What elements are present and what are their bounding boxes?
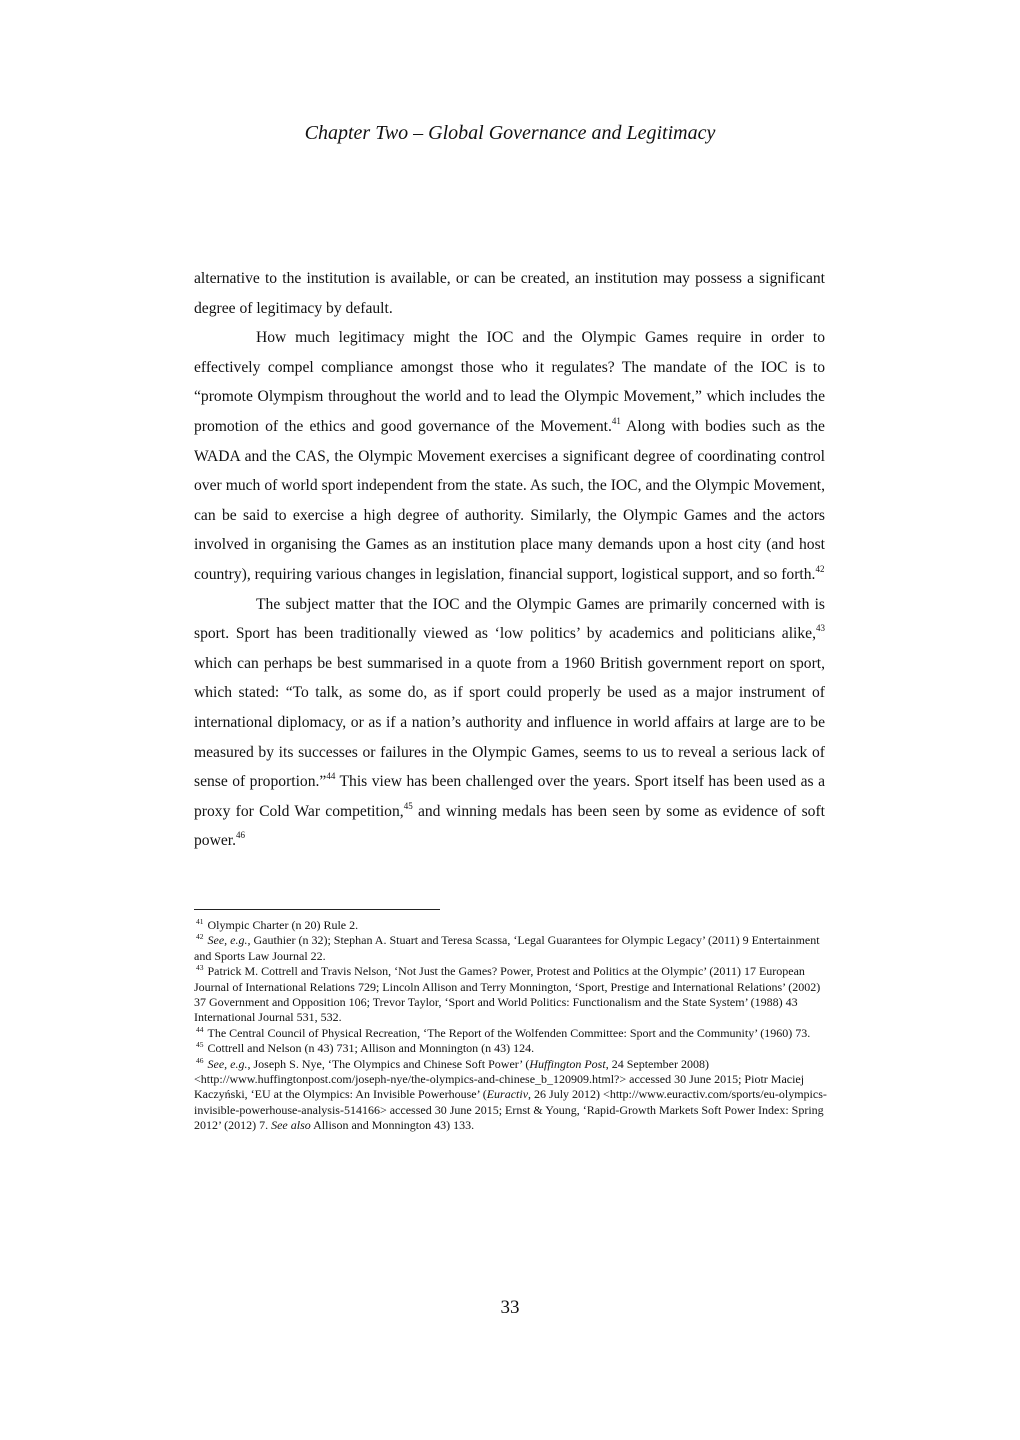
footnote-45 [194,1041,830,1056]
footnote-41 [194,918,830,933]
paragraph-3-text-a: The subject matter that the IOC and the Olympic Games are primarily concerned with is sport. Sport has been traditionally viewed as ‘low politics’ by academics and politicians alike, [194,595,825,643]
footnote-43 [194,964,830,1026]
body-text [194,264,825,856]
footnote-signal: See, e.g., [207,933,251,948]
paragraph-3-text-d: and winning medals has been seen by some as evidence of soft power. [194,802,825,850]
paragraph-1: alternative to the institution is available, or can be created, an institution may possess a significant degree of legitimacy by default. [194,270,825,317]
footnote-ref-41[interactable]: 41 [611,415,621,426]
footnote-text: The Central Council of Physical Recreation, ‘The Report of the Wolfenden Committee: Sport and the Community’ (1960) 73. [207,1025,811,1040]
paragraph-2 [194,323,825,589]
publication-name: Euractiv [486,1087,529,1102]
footnotes [194,918,830,1134]
paragraph-3 [194,590,825,856]
footnote-ref-46[interactable]: 46 [236,830,246,841]
footnote-number: 45 [196,1040,204,1050]
footnote-signal: See, e.g., [207,1056,251,1071]
footnote-number: 46 [196,1055,204,1065]
footnote-separator [194,909,440,910]
footnote-text: Gauthier (n 32); Stephan A. Stuart and Teresa Scassa, ‘Legal Guarantees for Olympic Legacy’ (2011) 9 Entertainment and Sports Law Journal 22. [194,933,820,963]
footnote-ref-45[interactable]: 45 [403,800,413,811]
footnote-text: Patrick M. Cottrell and Travis Nelson, ‘Not Just the Games? Power, Protest and Politics at the Olympic’ (2011) 17 European Journal of International Relations 729; Lincoln Allison and Terry Monnington, ‘Sport, Prestige and International Relations’ (2002) 37 Government and Opposition 106; Trevor Taylor, ‘Sport and World Politics: Functionalism and the State System’ (1988) 43 International Journal 531, 532. [194,964,821,1025]
footnote-number: 41 [196,917,204,926]
footnote-number: 43 [196,963,204,973]
publication-name: Huffington Post [529,1056,606,1071]
footnote-text: Joseph S. Nye, ‘The Olympics and Chinese Soft Power’ ( [250,1056,530,1071]
footnote-signal: See also [271,1118,311,1133]
footnote-number: 44 [196,1024,204,1034]
paragraph-3-text-c: This view has been challenged over the years. Sport itself has been used as a proxy for Cold War competition, [194,773,825,820]
page-number: 33 [500,1297,520,1318]
footnote-44 [194,1026,830,1041]
footnote-ref-44[interactable]: 44 [326,771,336,782]
running-header: Chapter Two – Global Governance and Legitimacy [304,122,716,144]
footnote-text: Allison and Monnington 43) 133. [310,1118,475,1133]
footnote-42 [194,933,830,964]
footnote-ref-43[interactable]: 43 [816,623,825,634]
footnote-number: 42 [196,932,204,942]
footnote-text: Cottrell and Nelson (n 43) 731; Allison and Monnington (n 43) 124. [207,1041,535,1056]
paragraph-2-text-b: Along with bodies such as the WADA and the CAS, the Olympic Movement exercises a significant degree of coordinating control over much of world sport independent from the state. As such, the IOC, and the Olympic Movement, can be said to exercise a high degree of authority. Similarly, the Olympic Games and the actors involved in organising the Games as an institution place many demands upon a host city (and host country), requiring various changes in legislation, financial support, logistical support, and so forth. [194,417,825,583]
footnote-text: , 26 July 2012) <http://www.euractiv.com/sports/eu-olympics-invisible-powerhouse-analysis-514166> accessed 30 June 2015; Ernst & Young, ‘Rapid-Growth Markets Soft Power Index: Spring 2012’ (2012) 7. [194,1087,827,1133]
footnote-ref-42[interactable]: 42 [815,563,825,574]
footnote-46 [194,1057,830,1134]
paragraph-3-text-b: which can perhaps be best summarised in a quote from a 1960 British government report on sport, which stated: “To talk, as some do, as if sport could properly be used as a major instrument of international diplomacy, or as if a nation’s authority and influence in world affairs at large are to be measured by its successes or failures in the Olympic Games, seems to us to reveal a serious lack of sense of proportion.” [194,654,825,791]
paragraph-2-text-a: How much legitimacy might the IOC and the Olympic Games require in order to effectively compel compliance amongst those who it regulates? The mandate of the IOC is to “promote Olympism throughout the world and to lead the Olympic Movement,” which includes the promotion of the ethics and good governance of the Movement. [194,329,825,435]
footnote-text: , 24 September 2008) <http://www.huffingtonpost.com/joseph-nye/the-olympics-and-chinese_b_120909.html?> accessed 30 June 2015; Piotr Maciej Kaczyński, ‘EU at the Olympics: An Invisible Powerhouse’ ( [194,1056,805,1102]
footnote-text: Olympic Charter (n 20) Rule 2. [207,918,359,932]
